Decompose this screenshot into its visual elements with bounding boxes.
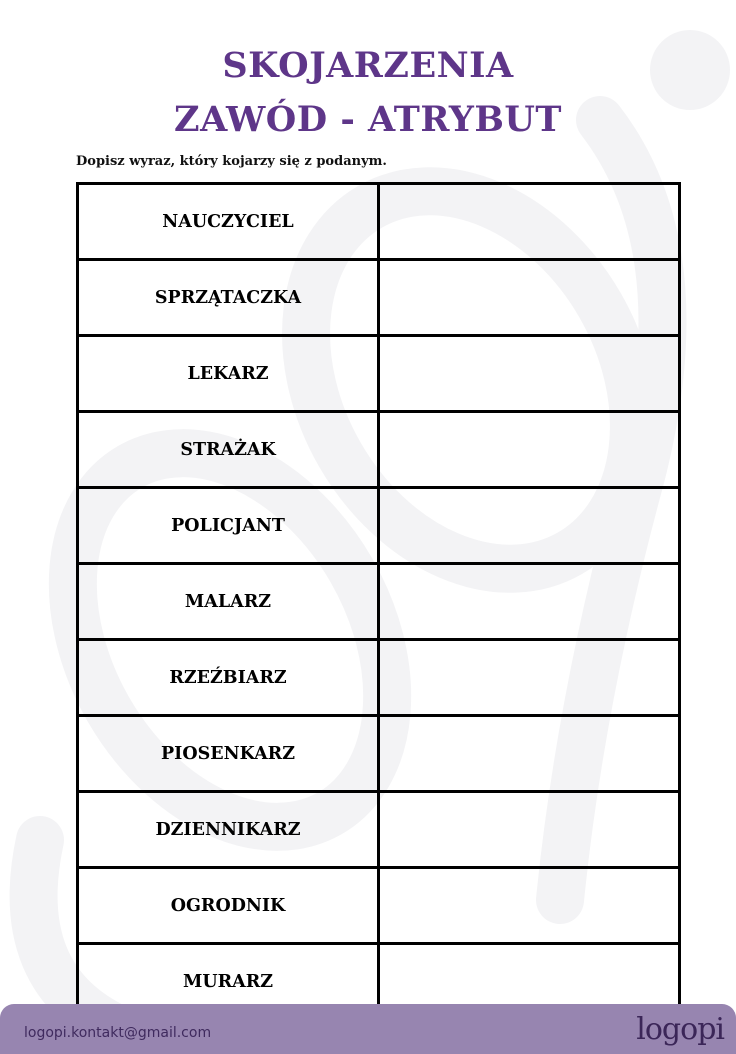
profession-word: POLICJANT: [78, 488, 379, 564]
profession-word: NAUCZYCIEL: [78, 184, 379, 260]
profession-word: OGRODNIK: [78, 868, 379, 944]
profession-word: MALARZ: [78, 564, 379, 640]
answer-cell[interactable]: [379, 488, 680, 564]
brand-logo: logopi: [636, 1012, 724, 1047]
table-row: [78, 260, 680, 336]
answer-cell[interactable]: [379, 716, 680, 792]
profession-word: MURARZ: [78, 944, 379, 1020]
table-row: [78, 488, 680, 564]
answer-cell[interactable]: [379, 260, 680, 336]
table-row: [78, 184, 680, 260]
table-row: [78, 336, 680, 412]
table-row: [78, 640, 680, 716]
profession-word: LEKARZ: [78, 336, 379, 412]
table-row: [78, 792, 680, 868]
answer-cell[interactable]: [379, 184, 680, 260]
association-table: [76, 182, 681, 1021]
page-title-line-1: SKOJARZENIA: [222, 45, 514, 86]
profession-word: DZIENNIKARZ: [78, 792, 379, 868]
answer-cell[interactable]: [379, 640, 680, 716]
answer-cell[interactable]: [379, 868, 680, 944]
answer-cell[interactable]: [379, 564, 680, 640]
contact-email: logopi.kontakt@gmail.com: [24, 1025, 212, 1041]
profession-word: PIOSENKARZ: [78, 716, 379, 792]
page-title-line-2: ZAWÓD - ATRYBUT: [174, 99, 562, 140]
profession-word: SPRZĄTACZKA: [78, 260, 379, 336]
profession-word: STRAŻAK: [78, 412, 379, 488]
table-row: [78, 412, 680, 488]
table-row: [78, 564, 680, 640]
answer-cell[interactable]: [379, 336, 680, 412]
table-row: [78, 716, 680, 792]
footer-bar: [0, 1004, 736, 1054]
answer-cell[interactable]: [379, 412, 680, 488]
answer-cell[interactable]: [379, 792, 680, 868]
instruction-text: Dopisz wyraz, który kojarzy się z podanym.: [76, 154, 387, 169]
profession-word: RZEŹBIARZ: [78, 640, 379, 716]
table-row: [78, 868, 680, 944]
